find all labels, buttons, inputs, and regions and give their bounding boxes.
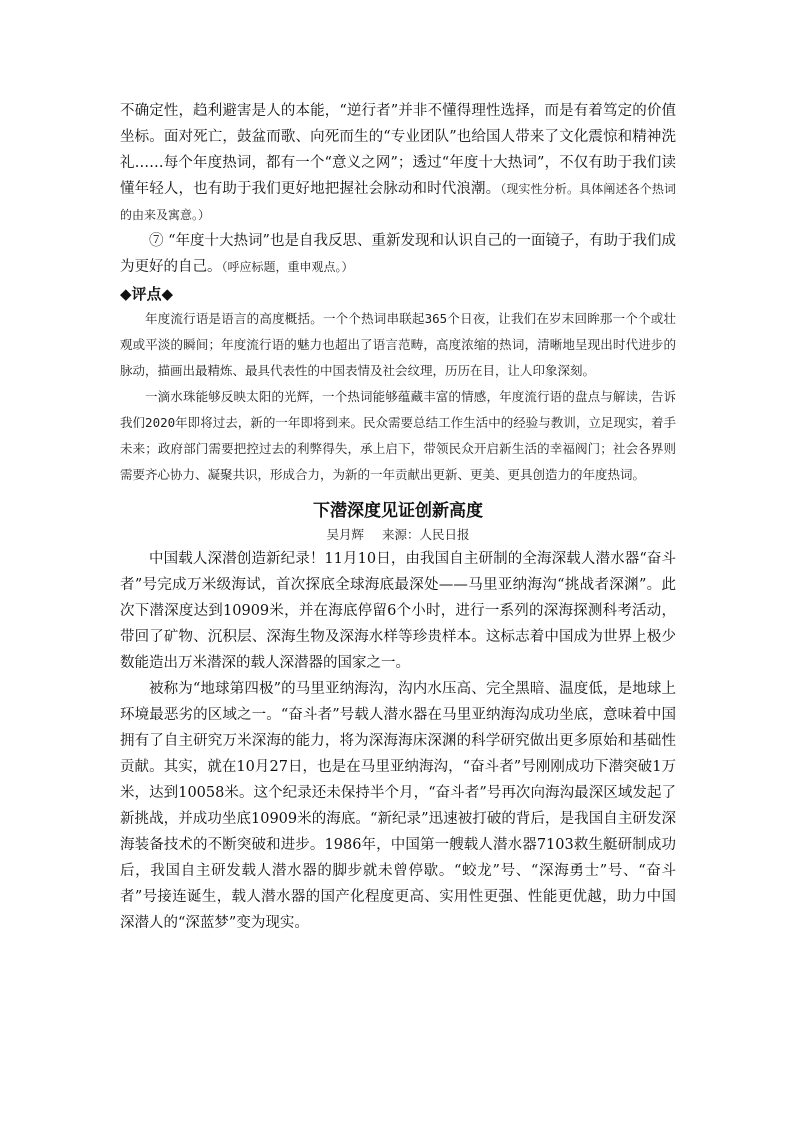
review-paragraph-1: 年度流行语是语言的高度概括。一个个热词串联起365个日夜，让我们在岁末回眸那一个个或壮观或平淡的瞬间；年度流行语的魅力也超出了语言范畴，高度浓缩的热词，清晰地呈现出时代进步的脉动，描画出最精炼、最具代表性的中国表情及社会纹理，历历在目，让人印象深刻。 — [120, 311, 676, 378]
article-source: 来源：人民日报 — [382, 527, 470, 542]
article-byline — [120, 524, 676, 546]
review-heading: ◆评点◆ — [120, 285, 174, 303]
article-paragraph-1: 中国载人深潜创造新纪录！11月10日，由我国自主研制的全海深载人潜水器“奋斗者”号完成万米级海试，首次探底全球海底最深处——马里亚纳海沟“挑战者深渊”。此次下潜深度达到10909米，并在海底停留6个小时，进行一系列的深海探测科考活动，带回了矿物、沉积层、深海生物及深海水样等珍贵样本。这标志着中国成为世界上极少数能造出万米潜深的载人深潜器的国家之一。 — [120, 551, 676, 671]
essay-paragraph-2-text: ⑦ “年度十大热词”也是自我反思、重新发现和认识自己的一面镜子，有助于我们成为更好的自己。 — [120, 233, 676, 275]
essay-paragraph-1-note: （现实性分析。具体阐述各个热词的由来及寓意。） — [120, 182, 676, 222]
review-paragraph-2: 一滴水珠能够反映太阳的光辉，一个热词能够蕴藏丰富的情感，年度流行语的盘点与解读，告诉我们2020年即将过去，新的一年即将到来。民众需要总结工作生活中的经验与教训，立足现实，着手未来；政府部门需要把控过去的利弊得失，承上启下，带领民众开启新生活的幸福阀门；社会各界则需要齐心协力、凝聚共识，形成合力，为新的一年贡献出更新、更美、更具创造力的年度热词。 — [120, 389, 676, 482]
essay-paragraph-1-text: 不确定性，趋利避害是人的本能，“逆行者”并非不懂得理性选择，而是有着笃定的价值坐标。面对死亡，鼓盆而歌、向死而生的“专业团队”也给国人带来了文化震惊和精神洗礼……每个年度热词，都有一个“意义之网”；透过“年度十大热词”，不仅有助于我们读懂年轻人，也有助于我们更好地把握社会脉动和时代浪潮。 — [120, 103, 676, 197]
article-title: 下潜深度见证创新高度 — [313, 501, 483, 521]
page-content — [120, 98, 676, 936]
essay-paragraph-2-note: （呼应标题，重申观点。） — [221, 260, 354, 274]
article-paragraph-2: 被称为“地球第四极”的马里亚纳海沟，沟内水压高、完全黑暗、温度低，是地球上环境最恶劣的区域之一。“奋斗者”号载人潜水器在马里亚纳海沟成功坐底，意味着中国拥有了自主研究万米深海的能力，将为深海海床深渊的科学研究做出更多原始和基础性贡献。其实，就在10月27日，也是在马里亚纳海沟，“奋斗者”号刚刚成功下潜突破1万米，达到10058米。这个纪录还未保持半个月，“奋斗者”号再次向海沟最深区域发起了新挑战，并成功坐底10909米的海底。“新纪录”迅速被打破的背后，是我国自主研发深海装备技术的不断突破和进步。1986年，中国第一艘载人潜水器7103救生艇研制成功后，我国自主研发载人潜水器的脚步就未曾停歇。“蛟龙”号、“深海勇士”号、“奋斗者”号接连诞生，载人潜水器的国产化程度更高、实用性更强、性能更优越，助力中国深潜人的“深蓝梦”变为现实。 — [120, 681, 676, 931]
essay-paragraph-1 — [120, 98, 676, 228]
article-author: 吴月辉 — [326, 527, 364, 542]
review-section — [120, 282, 676, 488]
essay-paragraph-2 — [120, 228, 676, 280]
